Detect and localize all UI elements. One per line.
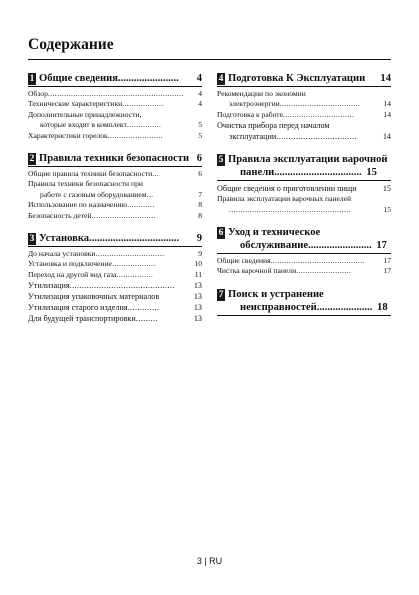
section-heading[interactable] — [217, 226, 391, 252]
entry-text: Безопасность детей — [28, 210, 92, 220]
toc-left-column — [28, 72, 202, 335]
entry-leader-dots: ............ — [127, 200, 155, 210]
entry-page-number: 4 — [198, 99, 202, 109]
section-number-badge: 1 — [29, 74, 35, 84]
section-heading[interactable] — [217, 288, 391, 314]
entry-page-number: 11 — [194, 269, 202, 279]
section-title: Установка.................................. — [39, 233, 180, 245]
section-page-number: 17 — [376, 240, 387, 252]
entry-text-line: Рекомендации по экономии — [217, 89, 306, 98]
toc-entry[interactable] — [217, 120, 391, 142]
entry-leader-dots: ................... — [111, 259, 156, 269]
entry-leader-dots: ................................... — [279, 99, 361, 109]
entry-text-line — [217, 131, 391, 142]
toc-entry[interactable] — [217, 266, 391, 276]
entry-page-number: 13 — [193, 303, 202, 313]
entry-text-line: Правила техники безопасности при — [28, 179, 143, 189]
toc-entry[interactable] — [28, 99, 202, 109]
entry-leader-dots: ........................................... — [69, 281, 175, 291]
toc-entry[interactable] — [28, 270, 202, 280]
section-number-badge: 2 — [29, 154, 35, 165]
section-heading[interactable] — [28, 232, 202, 245]
entry-text: электроэнергии — [229, 99, 280, 109]
section-rule — [217, 86, 391, 87]
entry-text: Утилизация старого изделия — [28, 303, 128, 313]
toc-entry[interactable] — [28, 291, 202, 302]
entry-text: работе с газовым оборудованием — [40, 189, 147, 199]
toc-entry[interactable] — [217, 183, 391, 194]
entry-text-line: Правила эксплуатации варочных панелей — [217, 194, 352, 204]
entry-text-line: Очистка прибора перед началом — [217, 121, 330, 131]
toc-entry[interactable] — [28, 169, 202, 179]
section-rule — [28, 166, 202, 167]
section-heading[interactable] — [28, 72, 202, 85]
toc-entry[interactable] — [217, 194, 391, 215]
section-rule — [217, 180, 391, 181]
section-number-badge: 5 — [218, 155, 224, 166]
section-page-number: 14 — [380, 73, 391, 84]
toc-entry[interactable] — [28, 211, 202, 221]
section-rule — [217, 315, 391, 316]
entry-page-number: 17 — [383, 266, 391, 276]
section-title-line: Уход и техническое — [228, 227, 321, 239]
toc-section — [217, 153, 391, 215]
section-heading[interactable] — [217, 153, 391, 179]
entry-page-number: 13 — [193, 281, 202, 291]
entry-leader-dots: ..................................................... — [229, 204, 351, 214]
toc-entry[interactable] — [28, 200, 202, 210]
toc-entry[interactable] — [28, 259, 202, 269]
section-title-line: Поиск и устранение — [228, 288, 324, 300]
toc-entry[interactable] — [28, 179, 202, 200]
entry-page-number: 5 — [198, 130, 202, 140]
entry-page-number: 14 — [382, 132, 391, 142]
section-title-line: обслуживание........................ 17 — [240, 240, 387, 252]
toc-entry[interactable] — [217, 89, 391, 110]
entry-text: Обзор — [28, 89, 48, 98]
title-rule — [28, 59, 391, 60]
section-title — [228, 288, 391, 314]
toc-entry[interactable] — [28, 110, 202, 131]
entry-leader-dots: ............................ — [91, 210, 156, 220]
entry-leader-dots: ......... — [135, 314, 158, 324]
entry-leader-dots: ................................. — [276, 132, 358, 142]
page-title: Содержание — [28, 36, 114, 53]
entry-text: Утилизация — [28, 281, 70, 291]
entry-page-number: 9 — [198, 249, 202, 259]
entry-leader-dots: ........................................................... — [47, 89, 184, 98]
entry-leader-dots: ................ — [116, 269, 154, 279]
section-page-number: 6 — [196, 153, 202, 165]
entry-text: Технические характеристики — [28, 99, 123, 109]
entry-page-number: 7 — [198, 189, 202, 199]
entry-text: Характеристики горелок — [28, 130, 108, 140]
entry-page-number: 15 — [383, 204, 391, 214]
entry-page-number: 13 — [193, 292, 202, 302]
entry-page-number: 8 — [198, 200, 202, 210]
entry-page-number: 6 — [198, 169, 202, 179]
entry-text: Чистка варочной панели — [217, 266, 297, 276]
entry-leader-dots: ............. — [127, 303, 160, 313]
entry-text-line — [28, 120, 202, 130]
entry-page-number: 14 — [383, 109, 391, 119]
entry-page-number: 4 — [198, 89, 202, 98]
toc-section — [28, 152, 202, 221]
toc-entry[interactable] — [28, 131, 202, 141]
toc-section — [28, 232, 202, 324]
entry-text: Подготовка к работе — [217, 109, 283, 119]
entry-page-number: 14 — [383, 99, 391, 109]
section-title: Подготовка К Эксплуатации — [228, 73, 366, 84]
entry-text-line: Дополнительные принадлежности, — [28, 109, 142, 119]
toc-entry[interactable] — [217, 256, 391, 266]
toc-section — [217, 72, 391, 142]
toc-entry[interactable] — [28, 302, 202, 313]
entry-text: эксплуатации — [229, 132, 277, 142]
section-title: Общие сведения....................... — [39, 73, 179, 84]
entry-text: Установка и подключение — [28, 259, 112, 269]
section-number-badge: 4 — [218, 74, 224, 84]
entry-text: которые входят в комплект — [40, 120, 127, 130]
entry-text: Для будущей транспортировки — [28, 314, 136, 324]
toc-section — [217, 226, 391, 277]
entry-leader-dots: ... — [152, 169, 160, 179]
section-rule — [217, 253, 391, 254]
entry-page-number: 17 — [383, 256, 391, 266]
entry-leader-dots: ............... — [126, 120, 162, 130]
entry-text: Общие сведения о приготовлении пищи — [217, 184, 357, 194]
entry-page-number: 10 — [194, 259, 202, 269]
toc-entry[interactable] — [28, 313, 202, 324]
entry-text: Утилизация упаковочных материалов — [28, 292, 160, 302]
section-rule — [28, 246, 202, 247]
page-footer: 3 | RU — [196, 556, 223, 566]
entry-text: Общие сведения — [217, 256, 271, 266]
entry-page-number: 15 — [382, 184, 391, 194]
section-title-line: панели................................. 15 — [240, 167, 377, 179]
toc-entry[interactable] — [217, 110, 391, 120]
section-page-number: 4 — [196, 73, 202, 84]
section-page-number: 9 — [196, 233, 202, 245]
entry-text-line — [28, 190, 202, 200]
section-number-badge: 7 — [218, 289, 224, 300]
entry-leader-dots: ... — [146, 189, 154, 199]
toc-entry[interactable] — [28, 280, 202, 291]
toc-right-column — [217, 72, 391, 327]
section-title — [228, 226, 391, 252]
entry-page-number: 13 — [193, 314, 202, 324]
toc-section — [28, 72, 202, 141]
entry-leader-dots: ........................ — [296, 266, 352, 276]
section-title-line: неисправностей..................... 18 — [240, 301, 388, 313]
entry-text: Переход на другой вид газа — [28, 269, 117, 279]
entry-page-number: 5 — [198, 120, 202, 130]
section-heading[interactable] — [217, 72, 391, 85]
entry-text: Использование по назначению — [28, 200, 128, 210]
section-heading[interactable] — [28, 152, 202, 165]
section-title — [228, 153, 391, 179]
toc-entry[interactable] — [28, 89, 202, 99]
entry-leader-dots: .............................. — [95, 249, 165, 259]
toc-section — [217, 288, 391, 316]
entry-text: Общие правила техники безопасности — [28, 169, 153, 179]
entry-text: До начала установки — [28, 249, 96, 259]
section-page-number: 15 — [366, 167, 377, 179]
section-number-badge: 6 — [218, 228, 224, 239]
entry-leader-dots: ......................................... — [270, 256, 365, 266]
section-rule — [28, 86, 202, 87]
section-title-line: Правила эксплуатации варочной — [228, 154, 388, 166]
section-page-number: 18 — [377, 301, 388, 313]
entry-leader-dots: ........................ — [107, 130, 163, 140]
toc-entry[interactable] — [28, 249, 202, 259]
entry-page-number: 8 — [198, 210, 202, 220]
entry-leader-dots: ............................... — [283, 109, 355, 119]
entry-leader-dots: .................. — [122, 99, 164, 109]
section-title: Правила техники безопасности — [39, 153, 190, 165]
entry-text-line — [217, 99, 391, 109]
entry-text-line — [217, 205, 391, 215]
section-number-badge: 3 — [29, 234, 35, 245]
